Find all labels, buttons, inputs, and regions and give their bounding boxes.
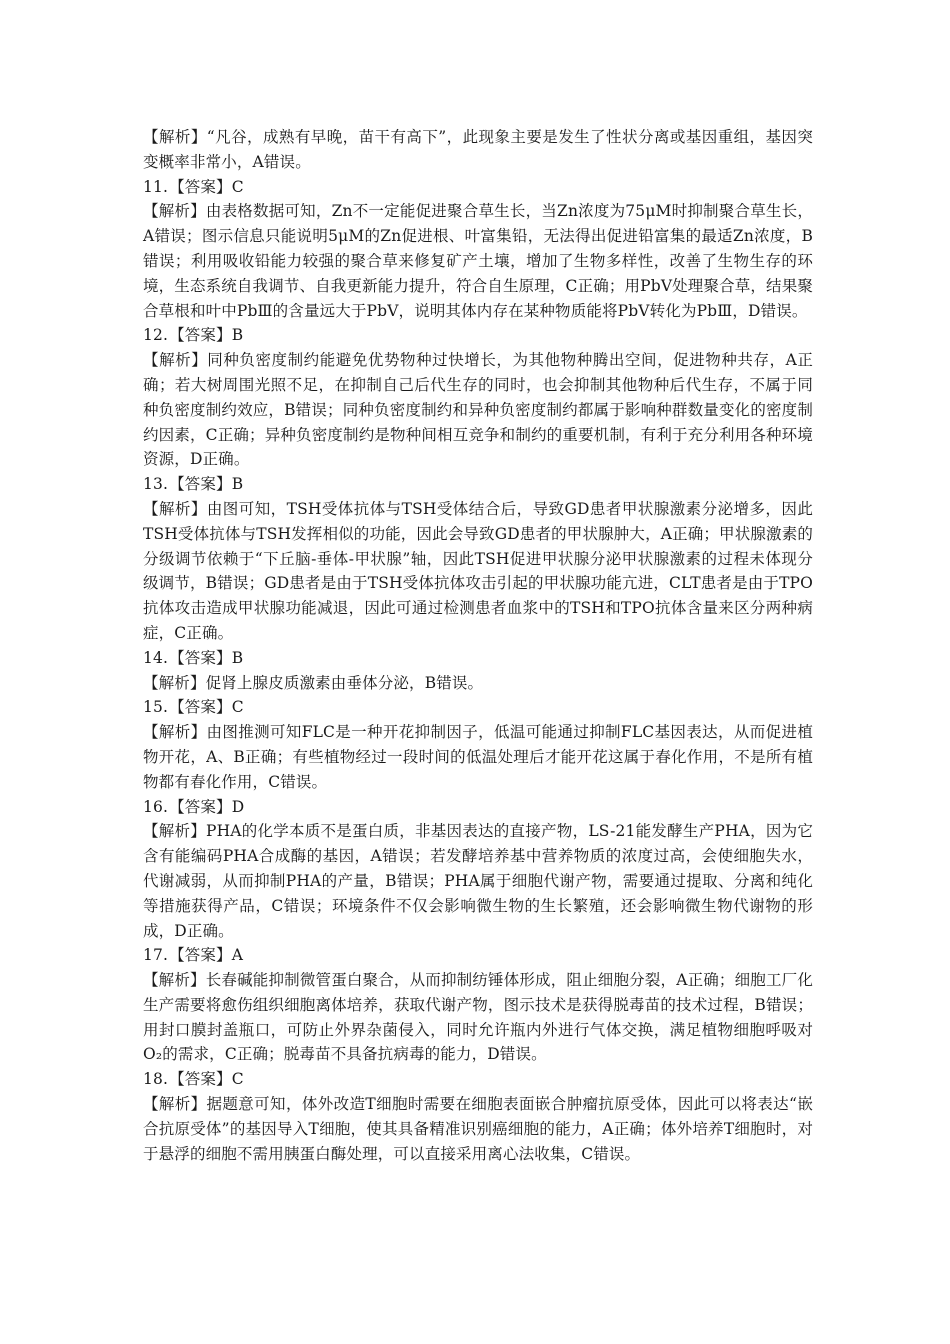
analysis-text: 据题意可知，体外改造T细胞时需要在细胞表面嵌合肿瘤抗原受体，因此可以将表达“嵌合抗原受体”的基因导入T细胞，使其具备精准识别癌细胞的能力，A正确；体外培养T细胞时，对于悬浮的细胞不需用胰蛋白酶处理，可以直接采用离心法收集，C错误。 (143, 1095, 813, 1163)
answer-label: 【答案】 (169, 698, 232, 717)
question-number: 11. (143, 177, 169, 196)
analysis-text: PHA的化学本质不是蛋白质，非基因表达的直接产物，LS-21能发酵生产PHA，因为它含有能编码PHA合成酶的基因，A错误；若发酵培养基中营养物质的浓度过高，会使细胞失水，代谢减弱，从而抑制PHA的产量，B错误；PHA属于细胞代谢产物，需要通过提取、分离和纯化等措施获得产品，C错误；环境条件不仅会影响微生物的生长繁殖，还会影响微生物代谢物的形成，D正确。 (143, 822, 813, 940)
analysis-10 (143, 125, 813, 175)
analysis-14 (143, 671, 813, 696)
analysis-text: 长春碱能抑制微管蛋白聚合，从而抑制纺锤体形成，阻止细胞分裂，A正确；细胞工厂化生产需要将愈伤组织细胞离体培养，获取代谢产物，图示技术是获得脱毒苗的技术过程，B错误；用封口膜封盖瓶口，可防止外界杂菌侵入，同时允许瓶内外进行气体交换，满足植物细胞呼吸对O₂的需求，C正确；脱毒苗不具备抗病毒的能力，D错误。 (143, 971, 813, 1064)
answer-11 (143, 175, 813, 200)
analysis-15 (143, 720, 813, 794)
answer-17 (143, 943, 813, 968)
answer-label: 【答案】 (169, 1070, 232, 1089)
analysis-12 (143, 348, 813, 472)
analysis-text: 同种负密度制约能避免优势物种过快增长，为其他物种腾出空间，促进物种共存，A正确；若大树周围光照不足，在抑制自己后代生存的同时，也会抑制其他物种后代生存，不属于同种负密度制约效应，B错误；同种负密度制约和异种负密度制约都属于影响种群数量变化的密度制约因素，C正确；异种负密度制约是物种间相互竞争和制约的重要机制，有利于充分利用各种环境资源，D正确。 (143, 351, 813, 469)
answer-14 (143, 646, 813, 671)
analysis-label: 【解析】 (143, 1095, 207, 1114)
analysis-18 (143, 1092, 813, 1166)
answer-value: C (231, 177, 244, 196)
analysis-text: “凡谷，成熟有早晚，苗干有高下”，此现象主要是发生了性状分离或基因重组，基因突变概率非常小，A错误。 (143, 128, 813, 171)
question-number: 14. (143, 648, 169, 667)
answer-value: B (231, 648, 244, 667)
question-number: 15. (143, 698, 169, 717)
answer-16 (143, 795, 813, 820)
analysis-16 (143, 819, 813, 943)
answer-15 (143, 695, 813, 720)
analysis-label: 【解析】 (143, 723, 207, 742)
answer-value: D (231, 797, 245, 816)
answer-label: 【答案】 (169, 326, 232, 345)
question-number: 13. (143, 475, 169, 494)
answer-label: 【答案】 (169, 797, 232, 816)
analysis-11 (143, 199, 813, 323)
analysis-label: 【解析】 (143, 673, 206, 692)
analysis-17 (143, 968, 813, 1067)
answer-label: 【答案】 (169, 177, 232, 196)
answer-value: C (231, 1070, 244, 1089)
analysis-text: 促肾上腺皮质激素由垂体分泌，B错误。 (205, 673, 484, 692)
analysis-label: 【解析】 (143, 351, 208, 370)
analysis-13 (143, 497, 813, 646)
analysis-text: 由图推测可知FLC是一种开花抑制因子，低温可能通过抑制FLC基因表达，从而促进植物开花，A、B正确；有些植物经过一段时间的低温处理后才能开花这属于春化作用，不是所有植物都有春化作用，C错误。 (143, 723, 813, 791)
answer-label: 【答案】 (169, 475, 232, 494)
answer-label: 【答案】 (169, 648, 232, 667)
answer-18 (143, 1067, 813, 1092)
question-number: 17. (143, 946, 169, 965)
analysis-label: 【解析】 (143, 499, 207, 518)
analysis-text: 由图可知，TSH受体抗体与TSH受体结合后，导致GD患者甲状腺激素分泌增多，因此TSH受体抗体与TSH发挥相似的功能，因此会导致GD患者的甲状腺肿大，A正确；甲状腺激素的分级调节依赖于“下丘脑-垂体-甲状腺”轴，因此TSH促进甲状腺分泌甲状腺激素的过程未体现分级调节，B错误；GD患者是由于TSH受体抗体攻击引起的甲状腺功能亢进，CLT患者是由于TPO抗体攻击造成甲状腺功能减退，因此可通过检测患者血浆中的TSH和TPO抗体含量来区分两种病症，C正确。 (143, 499, 813, 642)
answer-value: C (231, 698, 244, 717)
analysis-label: 【解析】 (143, 128, 207, 146)
answer-value: A (231, 946, 244, 965)
analysis-label: 【解析】 (143, 971, 206, 990)
analysis-label: 【解析】 (143, 822, 207, 841)
answer-value: B (231, 326, 244, 345)
question-number: 12. (143, 326, 169, 345)
document-page (143, 125, 813, 1166)
answer-12 (143, 323, 813, 348)
analysis-label: 【解析】 (143, 202, 206, 221)
analysis-text: 由表格数据可知，Zn不一定能促进聚合草生长，当Zn浓度为75μM时抑制聚合草生长，A错误；图示信息只能说明5μM的Zn促进根、叶富集铅，无法得出促进铅富集的最适Zn浓度，B错误；利用吸收铅能力较强的聚合草来修复矿产土壤，增加了生物多样性，改善了生物生存的环境，生态系统自我调节、自我更新能力提升，符合自生原理，C正确；用PbV处理聚合草，结果聚合草根和叶中PbⅢ的含量远大于PbV，说明其体内存在某种物质能将PbV转化为PbⅢ，D错误。 (143, 202, 814, 320)
question-number: 18. (143, 1070, 169, 1089)
answer-13 (143, 472, 813, 497)
answer-label: 【答案】 (169, 946, 232, 965)
answer-value: B (231, 475, 244, 494)
question-number: 16. (143, 797, 169, 816)
